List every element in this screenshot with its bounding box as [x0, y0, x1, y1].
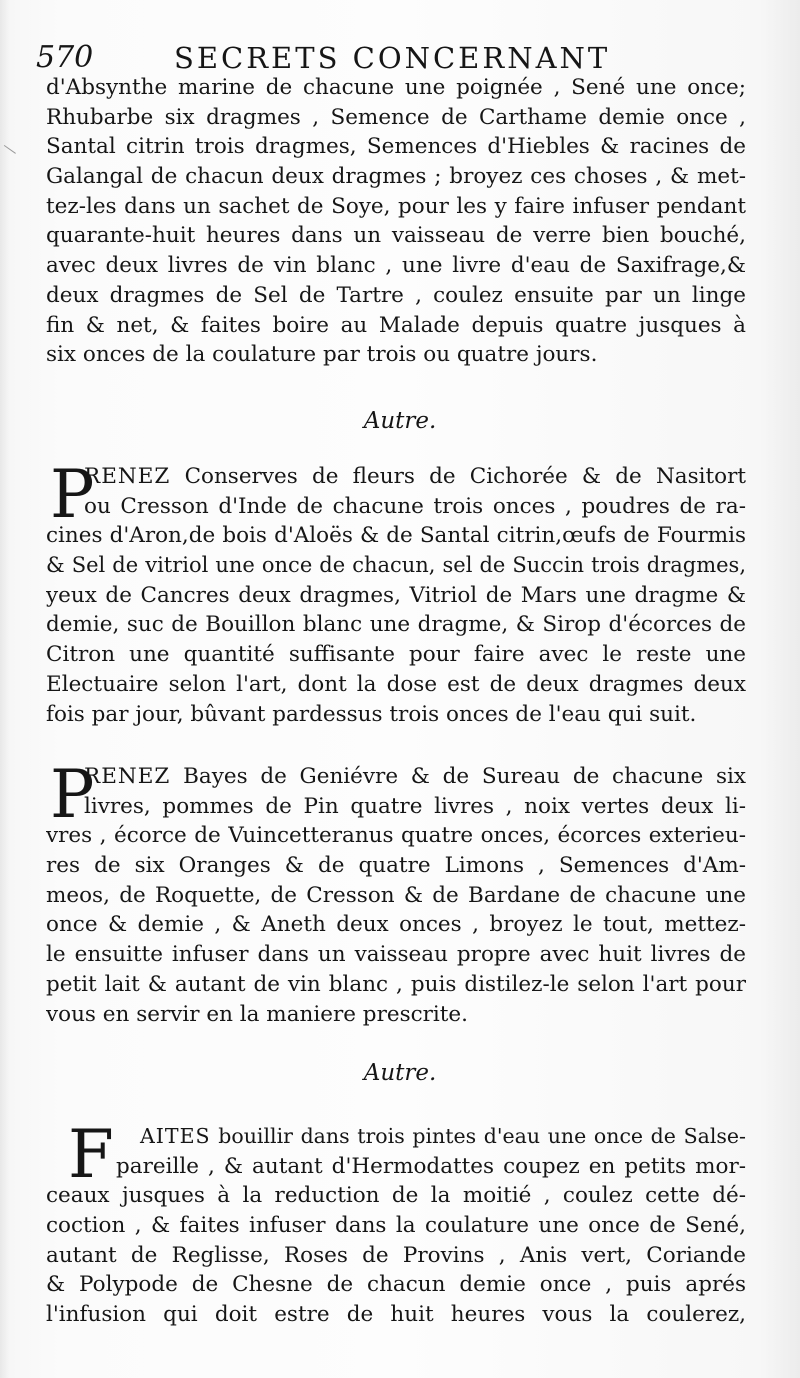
text-line: livres, pommes de Pin quatre livres , noix vertes deux li- — [84, 793, 746, 819]
text-line: ceaux jusques à la reduction de la moitié , coulez cette dé- — [46, 1183, 746, 1209]
text-line: vous en servir en la maniere prescrite. — [46, 1001, 468, 1027]
text-line: once & demie , & Aneth deux onces , broyez le tout, mettez- — [46, 912, 746, 938]
text-line: meos, de Roquette, de Cresson & de Bardane de chacune une — [46, 882, 746, 908]
paragraph-continuation — [46, 73, 746, 370]
text-line: fin & net, & faites boire au Malade depuis quatre jusques à — [46, 312, 746, 338]
text-line: Rhubarbe six dragmes , Semence de Carthame demie once , — [46, 104, 746, 130]
text-line: Citron une quantité suffisante pour faire avec le reste une — [46, 642, 746, 668]
text-line: demie, suc de Bouillon blanc une dragme, & Sirop d'écorces de — [46, 612, 746, 638]
text-line: le ensuitte infuser dans un vaisseau propre avec huit livres de — [46, 942, 746, 968]
page-header — [36, 38, 756, 78]
text-line: & Sel de vitriol une once de chacun, sel de Succin trois dragmes, — [46, 553, 746, 578]
text-line: ou Cresson d'Inde de chacune trois onces , poudres de ra- — [84, 493, 746, 519]
text-line: & Polypode de Chesne de chacun demie once , puis aprés — [46, 1272, 746, 1298]
text-line — [46, 1122, 746, 1152]
text-line: Santal citrin trois dragmes, Semences d'Hiebles & racines de — [46, 134, 746, 160]
lead-word: AITES — [140, 1124, 211, 1148]
text-line: deux dragmes de Sel de Tartre , coulez ensuite par un linge — [46, 282, 746, 308]
text-line: autant de Reglisse, Roses de Provins , Anis vert, Coriande — [46, 1242, 746, 1268]
text-line: vres , écorce de Vuincetteranus quatre onces, écorces exterieu- — [46, 823, 746, 849]
text-line-content: Bayes de Geniévre & de Sureau de chacune six — [183, 764, 746, 789]
section-heading: Autre. — [363, 408, 437, 434]
text-line — [46, 462, 746, 492]
text-line: d'Absynthe marine de chacune une poignée , Sené une once; — [46, 75, 746, 100]
text-line: res de six Oranges & de quatre Limons , Semences d'Am- — [46, 853, 746, 879]
text-line: pareille , & autant d'Hermodattes coupez en petits mor- — [116, 1153, 746, 1179]
lead-word: RENEZ — [84, 464, 171, 489]
drop-cap: P — [50, 456, 95, 533]
margin-mark — [0, 145, 16, 162]
text-line: avec deux livres de vin blanc , une livre d'eau de Saxifrage,& — [46, 253, 746, 279]
paragraph-recipe-2 — [46, 756, 746, 1029]
lead-word: RENEZ — [84, 764, 171, 789]
text-line-content: Conserves de fleurs de Cichorée & de Nasitort — [184, 464, 746, 489]
text-line: yeux de Cancres deux dragmes, Vitriol de Mars une dragme & — [46, 582, 746, 608]
text-line: coction , & faites infuser dans la coulature une once de Sené, — [46, 1213, 746, 1239]
text-line: quarante-huit heures dans un vaisseau de verre bien bouché, — [46, 223, 746, 249]
text-line: l'infusion qui doit estre de huit heures vous la coulerez, — [46, 1302, 746, 1328]
text-line: Electuaire selon l'art, dont la dose est de deux dragmes deux — [46, 671, 746, 697]
text-line: fois par jour, bûvant pardessus trois onces de l'eau qui suit. — [46, 701, 697, 727]
section-heading: Autre. — [363, 1060, 437, 1086]
drop-cap: P — [50, 756, 95, 833]
text-line-content: bouillir dans trois pintes d'eau une once de Salse- — [218, 1124, 746, 1148]
page-number: 570 — [36, 40, 94, 75]
paragraph-recipe-3 — [46, 1116, 746, 1330]
text-line: Galangal de chacun deux dragmes ; broyez ces choses , & met- — [46, 164, 746, 190]
text-line: petit lait & autant de vin blanc , puis distilez-le selon l'art pour — [46, 971, 746, 997]
text-line: tez-les dans un sachet de Soye, pour les y faire infuser pendant — [46, 193, 746, 219]
text-line — [46, 762, 746, 792]
text-line: cines d'Aron,de bois d'Aloës & de Santal citrin,œufs de Fourmis — [46, 523, 746, 549]
paragraph-recipe-1 — [46, 456, 746, 729]
drop-cap: F — [68, 1116, 114, 1193]
text-line: six onces de la coulature par trois ou quatre jours. — [46, 342, 598, 368]
running-title: SECRETS CONCERNANT — [174, 41, 611, 75]
